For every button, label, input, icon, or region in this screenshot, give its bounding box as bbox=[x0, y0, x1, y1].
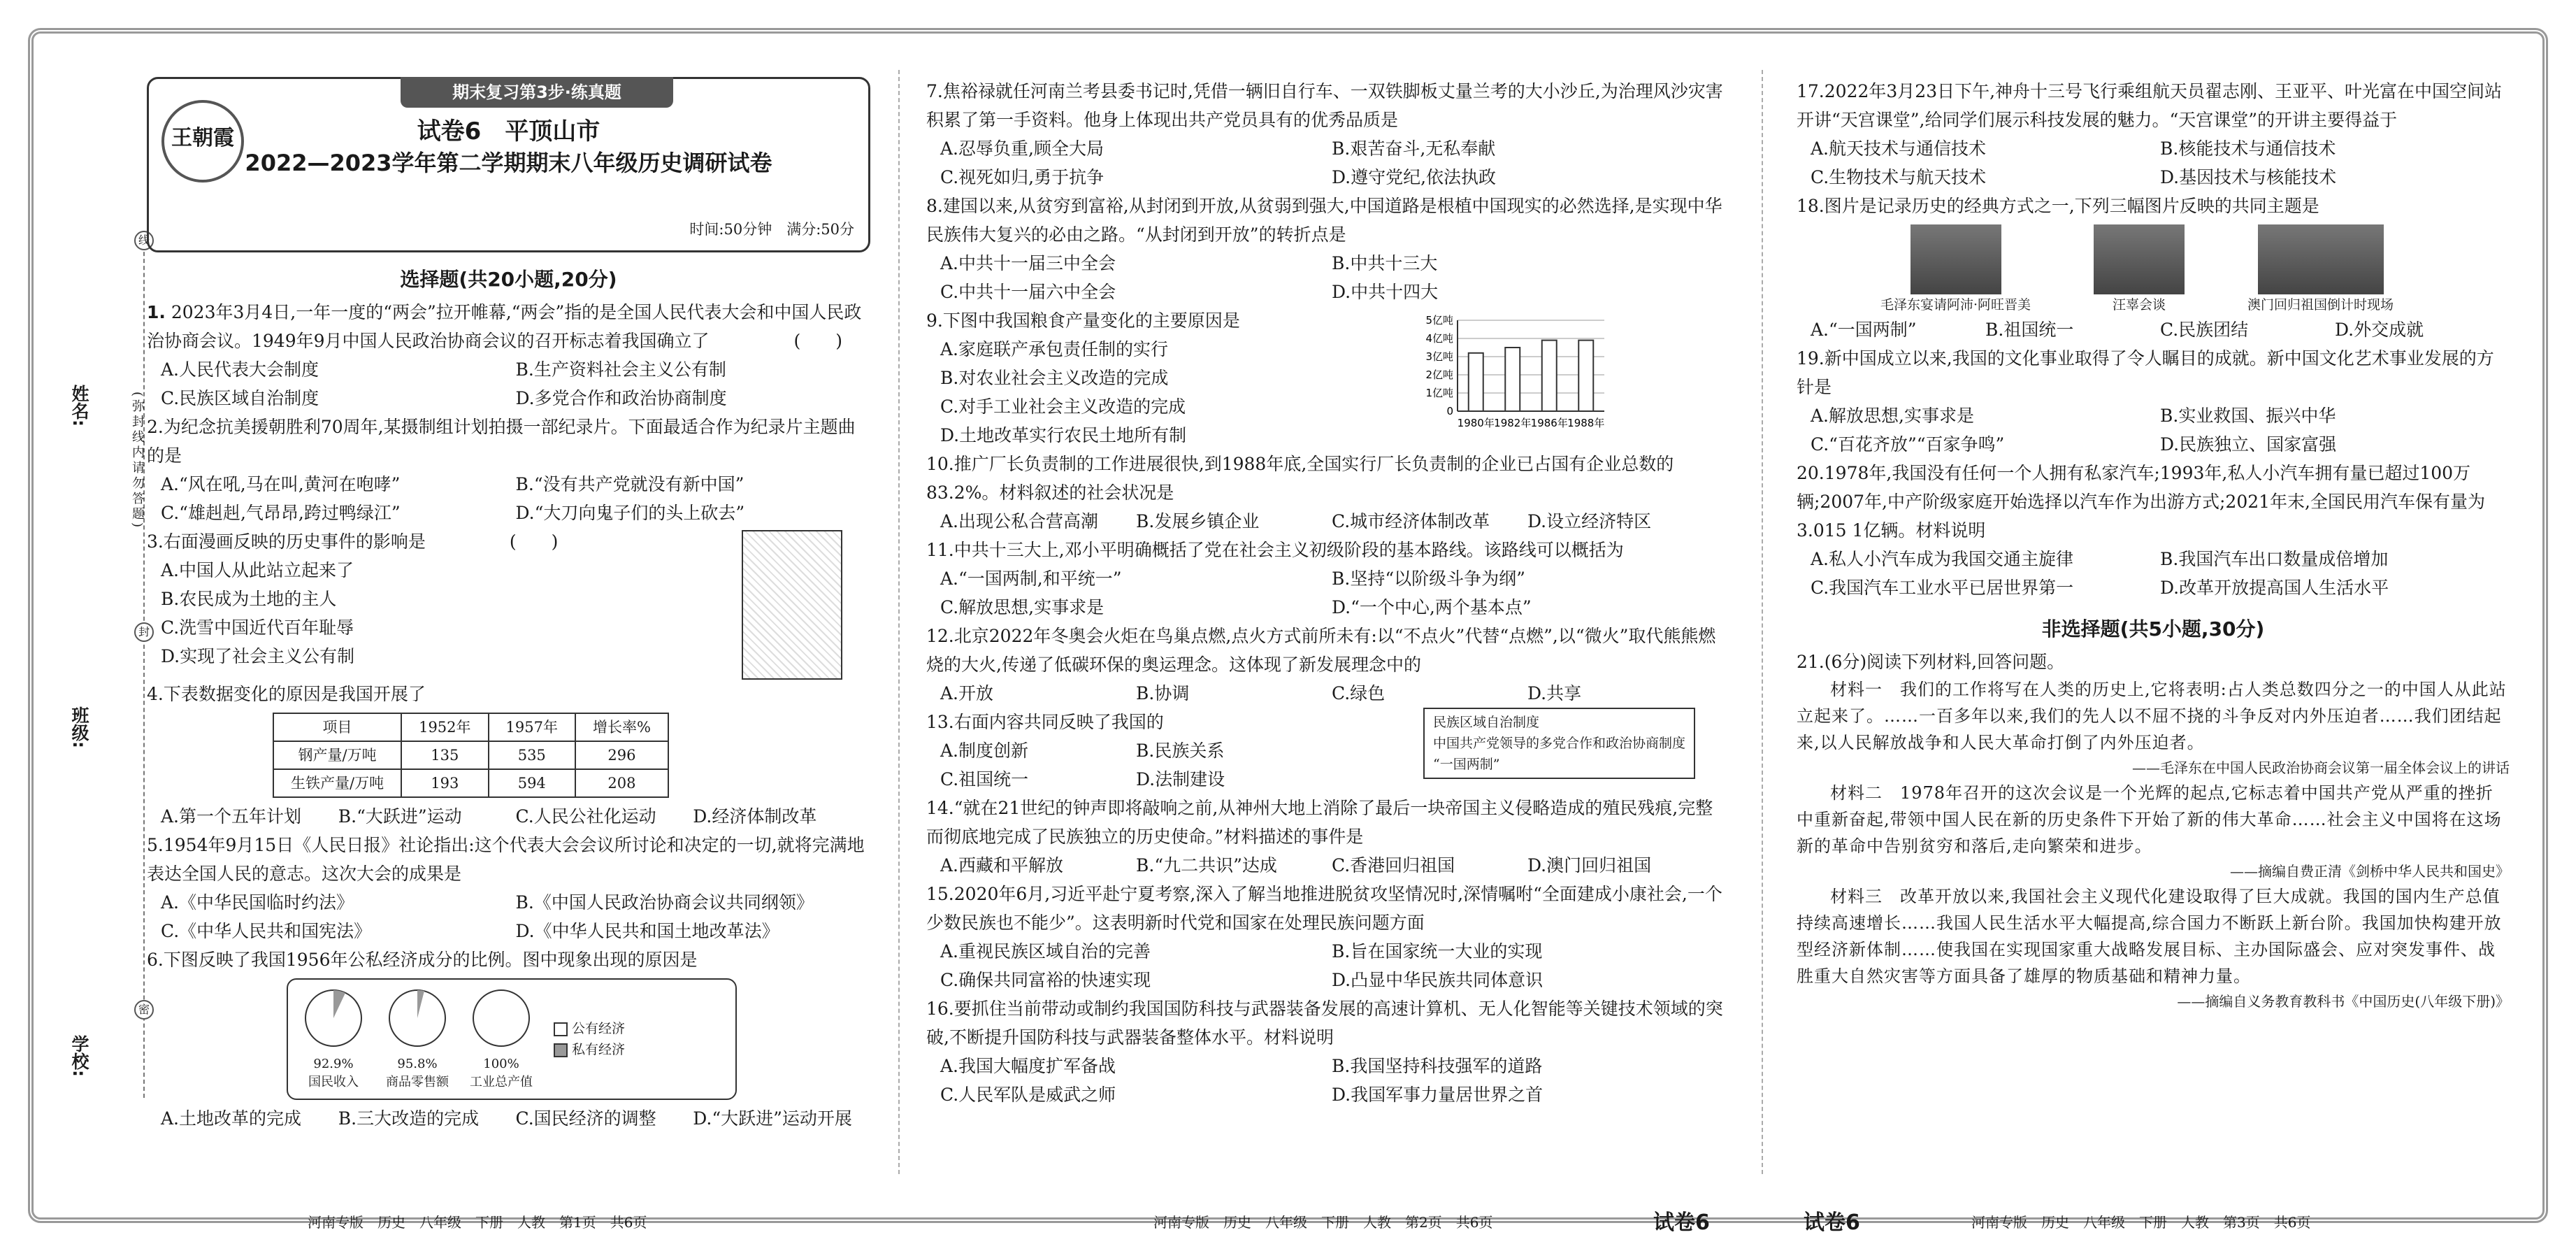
question-19: 19.新中国成立以来,我国的文化事业取得了令人瞩目的成就。新中国文化艺术事业发展的方针是 A.解放思想,实事求是 B.实业救国、振兴中华 C.“百花齐放”“百家争鸣” D.民族独立、国家富强 bbox=[1797, 348, 2494, 455]
bar bbox=[1469, 353, 1483, 411]
bar bbox=[1505, 348, 1520, 411]
name-label: 姓名: bbox=[69, 385, 89, 427]
footer-page-1: 河南专版 历史 八年级 下册 人教 第1页 共6页 bbox=[308, 1214, 647, 1231]
review-banner: 期末复习第3步·练真题 bbox=[401, 77, 673, 108]
material-1: 材料一 我们的工作将写在人类的历史上,它将表明:占人类总数四分之一的中国人从此站立起来了。……一百多年以来,我们的先人以不屈不挠的斗争反对内外压迫者……我们团结起来,以人民解放战争和人民大革命打倒了内外压迫者。 bbox=[1797, 680, 2507, 752]
steel-table: 项目 1952年 1957年 增长率% 钢产量/万吨 135 535 296 生铁产量/万吨 193 594 208 bbox=[273, 713, 669, 798]
question-9: 0 1亿吨 2亿吨 3亿吨 4亿吨 5亿吨 1980年 1982年 1986年 1988年 9.下图中我国粮食产量变化的主要原因是 A.家庭联产承包责任制的实行 B.对农业社会主义改造的完成 C.对手工业社会主义改造的完成 D.土地改革实行农民土地所有制 bbox=[926, 306, 1723, 450]
page-2 bbox=[926, 77, 1723, 1174]
material-3: 材料三 改革开放以来,我国社会主义现代化建设取得了巨大成就。我国的国内生产总值持续高速增长……我国人民生活水平大幅提高,综合国力不断跃上新台阶。我国加快构建开放型经济新体制……使我国在实现国家重大战略发展目标、主办国际盛会、应对突发事件、战胜重大自然灾害等方面具备了雄厚的物质基础和精神力量。 bbox=[1797, 887, 2502, 986]
cartoon-image bbox=[742, 530, 842, 680]
page-1 bbox=[147, 77, 870, 1174]
bar bbox=[1578, 341, 1593, 411]
column-divider bbox=[898, 70, 900, 1174]
section-choice-title: 选择题(共20小题,20分) bbox=[400, 268, 617, 291]
y-tick-label: 2亿吨 bbox=[1425, 369, 1453, 381]
x-tick-label: 1986年 bbox=[1530, 417, 1568, 429]
photo-banquet bbox=[1911, 224, 2001, 294]
grain-bar-chart bbox=[1409, 306, 1618, 436]
bar bbox=[1542, 341, 1557, 411]
question-10: 10.推广厂长负责制的工作进展很快,到1988年底,全国实行厂长负责制的企业已占国有企业总数的83.2%。材料叙述的社会状况是 A.出现公私合营高潮 B.发展乡镇企业 C.城市经济体制改革 D.设立经济特区 bbox=[926, 454, 1674, 531]
exam-subtitle: 2022—2023学年第二学期期末八年级历史调研试卷 bbox=[245, 150, 772, 176]
seal-line bbox=[143, 231, 145, 1098]
question-7: 7.焦裕禄就任河南兰考县委书记时,凭借一辆旧自行车、一双铁脚板丈量兰考的大小沙丘,为治理风沙灾害积累了第一手资料。他身上体现出共产党员具有的优秀品质是 A.忍辱负重,顾全大局 B.艰苦奋斗,无私奉献 C.视死如归,勇于抗争 D.遵守党纪,依法执政 bbox=[926, 81, 1723, 187]
exam-title: 试卷6 平顶山市 bbox=[417, 117, 600, 145]
time-score: 时间:50分钟 满分:50分 bbox=[689, 221, 854, 238]
question-5: 5.1954年9月15日《人民日报》社论指出:这个代表大会会议所讨论和决定的一切,就将完满地表达全国人民的意志。这次大会的成果是 A.《中华民国临时约法》 B.《中国人民政治协商会议共同纲领》 C.《中华人民共和国宪法》 D.《中华人民共和国土地改革法》 bbox=[147, 835, 865, 941]
school-label: 学校: bbox=[69, 1035, 89, 1077]
question-15: 15.2020年6月,习近平赴宁夏考察,深入了解当地推进脱贫攻坚情况时,深情嘱咐“全面建成小康社会,一个少数民族也不能少”。这表明新时代党和国家在处理民族问题方面 A.重视民族区域自治的完善 B.旨在国家统一大业的实现 C.确保共同富裕的快速实现 D.凸显中华民族共同体意识 bbox=[926, 884, 1722, 990]
y-tick-label: 4亿吨 bbox=[1425, 332, 1453, 345]
page-3 bbox=[1797, 77, 2510, 1174]
section-nonchoice-title: 非选择题(共5小题,30分) bbox=[2041, 617, 2265, 641]
system-box: 民族区域自治制度 中国共产党领导的多党合作和政治协商制度 “一国两制” bbox=[1423, 708, 1695, 779]
question-12: 12.北京2022年冬奥会火炬在鸟巢点燃,点火方式前所未有:以“不点火”代替“点燃”,以“微火”取代熊熊燃烧的大火,传递了低碳环保的奥运理念。这体现了新发展理念中的 A.开放 B.协调 C.绿色 D.共享 bbox=[926, 626, 1716, 703]
material-2: 材料二 1978年召开的这次会议是一个光辉的起点,它标志着中国共产党从严重的挫折中重新奋起,带领中国人民在新的历史条件下开始了新的伟大革命……社会主义中国将在这场新的革命中告别贫穷和落后,走向繁荣和进步。 bbox=[1797, 783, 2502, 856]
paper-label-right: 试卷6 bbox=[1804, 1210, 1860, 1235]
question-21: 21.(6分)阅读下列材料,回答问题。 材料一 我们的工作将写在人类的历史上,它将表明:占人类总数四分之一的中国人从此站立起来了。……一百多年以来,我们的先人以不屈不挠的斗争反对内外压迫者……我们团结起来,以人民解放战争和人民大革命打倒了内外压迫者。 ——毛泽东在中国人民政治协商会议第一届全体会议上的讲话 材料二 1978年召开的这次会议是一个光辉的起点,它标志着中国共产党从严重的挫折中重新奋起,带领中国人民在新的历史条件下开始了新的伟大革命……社会主义中国将在这场新的革命中告别贫穷和落后,走向繁荣和进步。 ——摘编自费正清《剑桥中华人民共和国史》 材料三 改革开放以来,我国社会主义现代化建设取得了巨大成就。我国的国内生产总值持续高速增长……我国人民生活水平大幅提高,综合国力不断跃上新台阶。我国加快构建开放型经济新体制……使我国在实现国家重大战略发展目标、主办国际盛会、应对突发事件、战胜重大自然灾害等方面具备了雄厚的物质基础和精神力量。 ——摘编自义务教育教科书《中国历史(八年级下册)》 bbox=[1797, 648, 2510, 1013]
question-17: 17.2022年3月23日下午,神舟十三号飞行乘组航天员翟志刚、王亚平、叶光富在中国空间站开讲“天宫课堂”,给同学们展示科技发展的魅力。“天宫课堂”的开讲主要得益于 A.航天技术与通信技术 B.核能技术与通信技术 C.生物技术与航天技术 D.基因技术与核能技术 bbox=[1797, 81, 2503, 187]
x-tick-label: 1982年 bbox=[1494, 417, 1532, 429]
y-tick-label: 5亿吨 bbox=[1425, 314, 1453, 327]
column-divider bbox=[1762, 70, 1763, 1174]
seal-mark-seal: 封 bbox=[134, 622, 154, 642]
x-tick-label: 1980年 bbox=[1457, 417, 1495, 429]
economy-pie-charts: 92.9% 国民收入 95.8% 商品零售额 100% 工业总产值 公有经济 私有经济 bbox=[287, 978, 737, 1100]
source-3: ——摘编自义务教育教科书《中国历史(八年级下册)》 bbox=[2177, 993, 2510, 1010]
footer-page-3: 河南专版 历史 八年级 下册 人教 第3页 共6页 bbox=[1971, 1214, 2311, 1231]
footer-page-2: 河南专版 历史 八年级 下册 人教 第2页 共6页 bbox=[1153, 1214, 1493, 1231]
question-18: 18.图片是记录历史的经典方式之一,下列三幅图片反映的共同主题是 毛泽东宴请阿沛·阿旺晋美 汪辜会谈 澳门回归祖国倒计时现场 A.“一国两制” B.祖国统一 C.民族团结 D.外交成就 bbox=[1797, 192, 2510, 344]
x-tick-label: 1988年 bbox=[1567, 417, 1605, 429]
question-2: 2.为纪念抗美援朝胜利70周年,某摄制组计划拍摄一部纪录片。下面最适合作为纪录片主题曲的是 A.“风在吼,马在叫,黄河在咆哮” B.“没有共产党就没有新中国” C.“雄赳赳,气昂昂,跨过鸭绿江” D.“大刀向鬼子们的头上砍去” bbox=[147, 417, 856, 523]
question-3: 3.右面漫画反映的历史事件的影响是 ( ) A.中国人从此站立起来了 B.农民成为土地的主人 C.洗雪中国近代百年耻辱 D.实现了社会主义公有制 bbox=[147, 527, 870, 671]
seal-mark-secret: 密 bbox=[134, 1000, 154, 1020]
seal-note: (弥封线内请勿答题) bbox=[130, 392, 145, 531]
binding-margin bbox=[38, 231, 150, 1098]
history-photos: 毛泽东宴请阿沛·阿旺晋美 汪辜会谈 澳门回归祖国倒计时现场 bbox=[1880, 224, 2510, 315]
question-8: 8.建国以来,从贫穷到富裕,从封闭到开放,从贫弱到强大,中国道路是根植中国现实的必然选择,是实现中华民族伟大复兴的必由之路。“从封闭到开放”的转折点是 A.中共十一届三中全会 B.中共十三大 C.中共十一届六中全会 D.中共十四大 bbox=[926, 196, 1722, 302]
source-1: ——毛泽东在中国人民政治协商会议第一届全体会议上的讲话 bbox=[2132, 759, 2510, 776]
y-tick-label: 1亿吨 bbox=[1425, 387, 1453, 399]
exam-header bbox=[147, 77, 870, 252]
photo-talks bbox=[2094, 224, 2185, 294]
seal-mark-line: 线 bbox=[134, 231, 154, 250]
question-20: 20.1978年,我国没有任何一个人拥有私家汽车;1993年,私人小汽车拥有量已超过100万辆;2007年,中产阶级家庭开始选择以汽车作为出游方式;2021年末,全国民用汽车保有量为3.015 1亿辆。材料说明 A.私人小汽车成为我国交通主旋律 B.我国汽车出口数量成倍增加 C.我国汽车工业水平已居世界第一 D.改革开放提高国人生活水平 bbox=[1797, 463, 2485, 598]
question-4: 4.下表数据变化的原因是我国开展了 项目 1952年 1957年 增长率% 钢产量/万吨 135 535 296 生铁产量/万吨 193 594 208 A.第一个五年计划 B.“大跃进”运动 C.人民公社化运动 D.经济体制改革 bbox=[147, 684, 817, 827]
y-tick-label: 3亿吨 bbox=[1425, 350, 1453, 363]
class-label: 班级: bbox=[69, 706, 89, 748]
question-6: 6.下图反映了我国1956年公私经济成分的比例。图中现象出现的原因是 92.9% 国民收入 95.8% 商品零售额 100% 工业总产值 公有经济 私有经济 A.土地改革的完成 B.三大改造的完成 C.国民经济的调整 D.“大跃进”运动开展 bbox=[147, 950, 852, 1129]
question-13: 民族区域自治制度 中国共产党领导的多党合作和政治协商制度 “一国两制” 13.右面内容共同反映了我国的 A.制度创新 B.民族关系 C.祖国统一 D.法制建设 bbox=[926, 708, 1723, 794]
y-tick-label: 0 bbox=[1446, 405, 1453, 417]
question-14: 14.“就在21世纪的钟声即将敲响之前,从神州大地上消除了最后一块帝国主义侵略造成的殖民残痕,完整而彻底地完成了民族独立的历史使命。”材料描述的事件是 A.西藏和平解放 B.“九二共识”达成 C.香港回归祖国 D.澳门回归祖国 bbox=[926, 798, 1713, 875]
question-11: 11.中共十三大上,邓小平明确概括了党在社会主义初级阶段的基本路线。该路线可以概括为 A.“一国两制,和平统一” B.坚持“以阶级斗争为纲” C.解放思想,实事求是 D.“一个中心,两个基本点” bbox=[926, 540, 1624, 617]
source-2: ——摘编自费正清《剑桥中华人民共和国史》 bbox=[2230, 863, 2510, 880]
paper-label-left: 试卷6 bbox=[1653, 1210, 1710, 1235]
question-16: 16.要抓住当前带动或制约我国国防科技与武器装备发展的高速计算机、无人化智能等关键技术领域的突破,不断提升国防科技与武器装备整体水平。材料说明 A.我国大幅度扩军备战 B.我国坚持科技强军的道路 C.人民军队是威武之师 D.我国军事力量居世界之首 bbox=[926, 999, 1723, 1105]
brand-logo: 王朝霞 bbox=[161, 100, 244, 183]
photo-countdown bbox=[2258, 224, 2384, 294]
question-1: 1. 2023年3月4日,一年一度的“两会”拉开帷幕,“两会”指的是全国人民代表大会和中国人民政治协商会议。1949年9月中国人民政治协商会议的召开标志着我国确立了 ( ) A.人民代表大会制度 B.生产资料社会主义公有制 C.民族区域自治制度 D.多党合作和政治协商制度 bbox=[147, 302, 862, 408]
